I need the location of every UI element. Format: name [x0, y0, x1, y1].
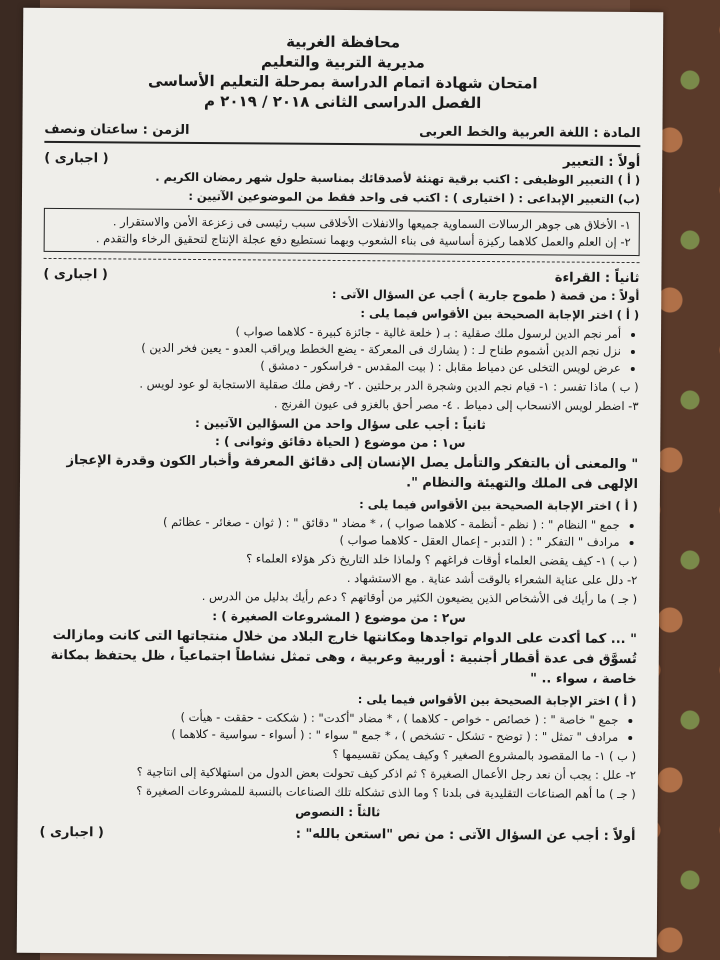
topic-1: ١- الأخلاق هى جوهر الرسالات السماوية جميعها والانفلات الأخلاقى سبب رئيسى فى زعزعة الأمن والاستقرار . [112, 214, 631, 233]
s1-part-a: ( أ ) اختر الإجابة الصحيحة بين الأقواس فيما يلى : [359, 497, 638, 514]
s2-part-b2: ٢- علل : يجب أن نعد رجل الأعمال الصغيرة ؟ ثم اذكر كيف تحولت بعض الدول من استهلاكية إلى انتاجية ؟ [136, 764, 637, 783]
reading-q2: ثانياً : أجب على سؤال واحد من السؤالين الآتيين : [194, 415, 486, 433]
s2-quote: " ... كما أكدت على الدوام تواجدها ومكانتها خارج البلاد من خلال منتجاتها التى كانت ومازالت تُسوَّق فى عدة أقطار أجنبية : أوربية وعربية ، وهى تمثل نشاطاً اجتماعياً ، ظل يحتفظ بمكانة خاصة ، سواء .. " [50, 627, 637, 688]
reading-q1a-list [43, 322, 639, 377]
s1-title: س١ : من موضوع ( الحياة دقائق وثوانى ) : [215, 434, 466, 450]
section-2-tag: ( اجبارى ) [43, 266, 108, 283]
section-1-part-b: (ب) التعبير الإبداعى : ( اختيارى ) : اكتب فى واحد فقط من الموضوعين الآتيين : [188, 188, 641, 207]
list-item: • جمع " النظام " : ( نظم - أنظمة - كلاهما صواب ) ، * مضاد " دقائق " : ( ثوان - صغائر - عظائم ) [42, 513, 620, 534]
s1-part-b1: ( ب ) ١- كيف يقضى العلماء أوقات فراغهم ؟ ولماذا خلد التاريخ ذكر هؤلاء العلماء ؟ [246, 551, 638, 569]
section-3-tag: ( اجبارى ) [39, 824, 104, 841]
s1-part-a-list [42, 513, 638, 551]
section-3-title: ثالثاً : النصوص [295, 804, 381, 820]
header-governorate: محافظة الغربية [286, 32, 401, 52]
section-1-topics-box [44, 208, 640, 256]
s2-part-b1: ( ب ) ١- ما المقصود بالمشروع الصغير ؟ وكيف يمكن تقسيمها ؟ [332, 746, 637, 764]
reading-q1: أولاً : من قصة ( طموح جارية ) أجب عن السؤال الآتى : [331, 286, 640, 304]
s2-title: س٢ : من موضوع ( المشروعات الصغيرة ) : [212, 609, 466, 625]
subject-row [44, 122, 640, 147]
reading-q1b: ( ب ) ماذا تفسر : ١- قيام نجم الدين وشجرة الدر برحلتين . ٢- رفض ملك صقلية الاستجابة لو عود لويس . [139, 376, 639, 395]
s1-part-b2: ٢- دلل على عناية الشعراء بالوقت أشد عناية . مع الاستشهاد . [346, 571, 638, 588]
section-2-header [43, 267, 639, 286]
header-term: الفصل الدراسى الثانى ٢٠١٨ / ٢٠١٩ م [203, 92, 482, 112]
section-1-tag: ( اجبارى ) [44, 150, 109, 167]
exam-content [39, 30, 641, 947]
topic-2: ٢- إن العلم والعمل كلاهما ركيزة أساسية فى بناء الشعوب وبهما نستطيع دفع عجلة الإنتاج لتحقيق الرخاء والتقدم . [95, 231, 631, 250]
list-item: • جمع " خاصة " : ( خصائص - خواص - كلاهما ) ، * مضاد "أكدت" : ( شككت - حققت - هيأت ) [40, 708, 618, 729]
s2-part-a-list [40, 708, 636, 746]
s2-part-c: ( جـ ) ما أهم الصناعات التقليدية فى بلدنا ؟ وما الذى تشكله تلك الصناعات بالنسبة للمشروعات الصغيرة ؟ [136, 783, 636, 802]
exam-paper [17, 8, 664, 957]
section-3-row [39, 825, 635, 844]
section-2-title: ثانياً : القراءة [554, 270, 640, 287]
list-item: • مرادف " تمثل " : ( توضح - تشكل - تشخص ) ، * جمع " سواء " : ( أسواء - سواسية - كلاهما ) [40, 725, 618, 746]
s1-quote: " والمعنى أن بالتفكر والتأمل يصل الإنسان إلى دقائق المعرفة وأخبار الكون وقدرة الإعجاز الإلهى فى الملك والتهيئة والنظام ". [66, 453, 639, 493]
section-1-part-a: ( أ ) التعبير الوظيفى : اكتب برقية تهنئة لأصدقائك بمناسبة حلول شهر رمضان الكريم . [155, 169, 641, 188]
header-directorate: مديرية التربية والتعليم [260, 52, 425, 72]
reading-q1a: ( أ ) اختر الإجابة الصحيحة بين الأقواس فيما يلى : [360, 306, 640, 323]
list-item: • نزل نجم الدين أشموم طناح لـ : ( يشارك فى المعركة - يضع الخطط ويراقب العدو - يعين فخر الدين ) [43, 339, 621, 360]
section-1-title: أولاً : التعبير [563, 154, 641, 171]
s2-part-a: ( أ ) اختر الإجابة الصحيحة بين الأقواس فيما يلى : [357, 692, 637, 709]
divider [44, 258, 640, 263]
section-3-q1: أولاً : أجب عن السؤال الآتى : من نص "استعن بالله" : [295, 826, 636, 845]
list-item: • أمر نجم الدين لرسول ملك صقلية : بـ ( خلعة غالية - جائزة كبيرة - كلاهما صواب ) [43, 322, 621, 343]
list-item: • عرض لويس التخلى عن دمياط مقابل : ( بيت المقدس - فراسكور - دمشق ) [43, 356, 621, 377]
subject-label: المادة : اللغة العربية والخط العربى [419, 124, 641, 142]
section-1-header [44, 151, 640, 170]
reading-q1b-2: ٣- اضطر لويس الانسحاب إلى دمياط . ٤- مصر أحق بالغزو فى عيون الفرنج . [273, 396, 639, 414]
s1-part-c: ( جـ ) ما رأيك فى الأشخاص الذين يضيعون الكثير من أوقاتهم ؟ دعم رأيك بدليل من الدرس . [201, 589, 638, 607]
time-label: الزمن : ساعتان ونصف [44, 121, 190, 138]
list-item: • مرادف " التفكر " : ( التدبر - إعمال العقل - كلاهما صواب ) [42, 530, 620, 551]
header-exam-title: امتحان شهادة اتمام الدراسة بمرحلة التعليم الأساسى [147, 71, 538, 93]
